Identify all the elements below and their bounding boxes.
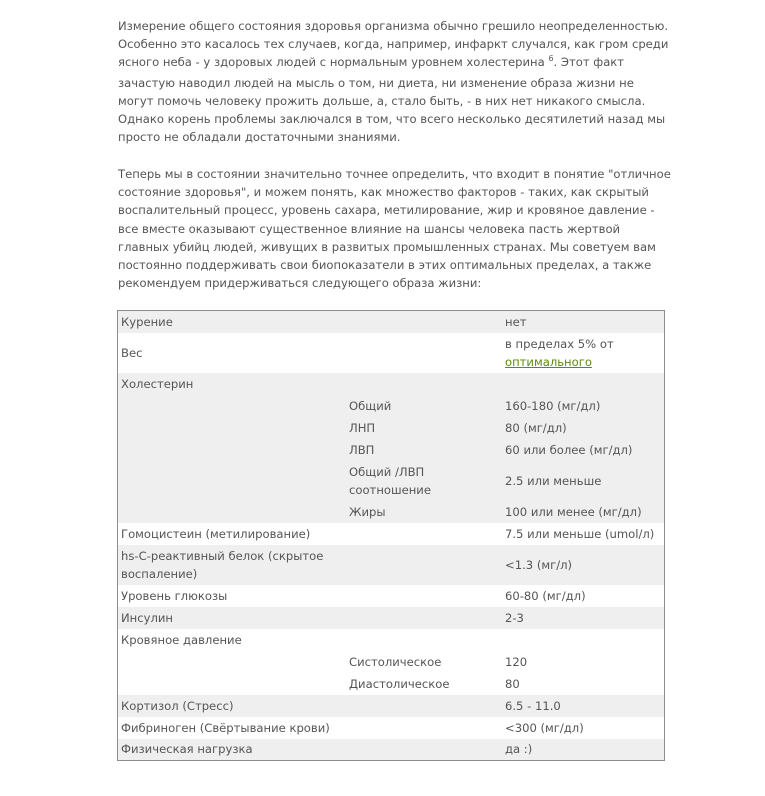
row-sublabel: Жиры: [349, 504, 386, 519]
row-value: 2-3: [505, 610, 524, 625]
table-row: [118, 523, 665, 545]
row-value: 6.5 - 11.0: [505, 698, 561, 713]
optimal-weight-link[interactable]: оптимального: [505, 354, 592, 369]
row-value: <300 (мг/дл): [505, 720, 584, 735]
row-sublabel: ЛНП: [349, 420, 376, 435]
table-row: [118, 461, 665, 501]
row-value: [502, 333, 665, 373]
row-value: 7.5 или меньше (umol/л): [505, 526, 655, 541]
table-row: [118, 333, 665, 373]
footnote-ref: 6: [548, 54, 554, 64]
row-value: 80: [505, 676, 520, 691]
row-label: Гомоцистеин (метилирование): [121, 526, 311, 541]
row-sublabel: Общий: [349, 398, 392, 413]
biomarker-table: [117, 310, 665, 761]
row-sublabel: ЛВП: [349, 442, 375, 457]
table-row: [118, 545, 665, 585]
table-row: [118, 739, 665, 761]
table-row: [118, 695, 665, 717]
row-label: Холестерин: [121, 376, 194, 391]
row-value: <1.3 (мг/л): [505, 557, 573, 572]
row-sublabel: Общий /ЛВП соотношение: [349, 464, 431, 497]
table-row: [118, 585, 665, 607]
table-row: [118, 373, 665, 395]
row-label: Инсулин: [121, 610, 174, 625]
row-value: да :): [505, 742, 533, 757]
row-value: 100 или менее (мг/дл): [505, 504, 642, 519]
table-row: [118, 439, 665, 461]
row-value: 2.5 или меньше: [505, 473, 602, 488]
row-label: hs-C-реактивный белок (скрытое воспаление): [121, 548, 324, 581]
row-sublabel: Систолическое: [349, 654, 442, 669]
table-row: [118, 651, 665, 673]
row-value: нет: [505, 314, 527, 329]
table-row: [118, 395, 665, 417]
row-label: Кортизол (Стресс): [121, 698, 234, 713]
row-label: Вес: [121, 345, 143, 360]
table-row: [118, 607, 665, 629]
table-row: [118, 717, 665, 739]
row-label: Физическая нагрузка: [121, 742, 253, 757]
row-value: 120: [505, 654, 528, 669]
paragraph-recommendation: Теперь мы в состоянии значительно точнее определить, что входит в понятие "отличное состояние здоровья", и можем понять, как множество факторов - таких, как скрытый воспалительный процесс, уровень сахара, метилирование, жир и кровяное давление - все вместе оказывают существенное влияние на шансы человека пасть жертвой главных убийц людей, живущих в развитых промышленных странах. Мы советуем вам постоянно поддерживать свои биопоказатели в этих оптимальных пределах, а также рекомендуем придерживаться следующего образа жизни:: [118, 167, 671, 291]
row-value: 60-80 (мг/дл): [505, 588, 586, 603]
row-value: 60 или более (мг/дл): [505, 442, 633, 457]
row-sublabel: Диастолическое: [349, 676, 450, 691]
table-row: [118, 417, 665, 439]
paragraph-intro-text-cont: . Этот факт зачастую наводил людей на мысль о том, ни диета, ни изменение образа жизни не могут помочь человеку прожить дольше, а, стало быть, - в них нет никакого смысла. Однако корень проблемы заключался в том, что всего несколько десятилетий назад мы просто не обладали достаточными знаниями.: [118, 55, 666, 145]
table-row: [118, 501, 665, 523]
row-value: 160-180 (мг/дл): [505, 398, 601, 413]
paragraph-intro-text: Измерение общего состояния здоровья организма обычно грешило неопределенностью. Особенно это касалось тех случаев, когда, например, инфаркт случался, как гром среди ясного неба - у здоровых людей с нормальным уровнем холестерина: [118, 19, 669, 70]
table-row: [118, 673, 665, 695]
table-row: [118, 629, 665, 651]
row-label: Фибриноген (Свёртывание крови): [121, 720, 330, 735]
weight-value-text: в пределах 5% от: [505, 336, 614, 351]
row-value: 80 (мг/дл): [505, 420, 567, 435]
row-label: Курение: [121, 314, 173, 329]
table-row: [118, 311, 665, 333]
paragraph-intro: [118, 17, 673, 146]
row-label: Уровень глюкозы: [121, 588, 228, 603]
row-label: Кровяное давление: [121, 632, 242, 647]
